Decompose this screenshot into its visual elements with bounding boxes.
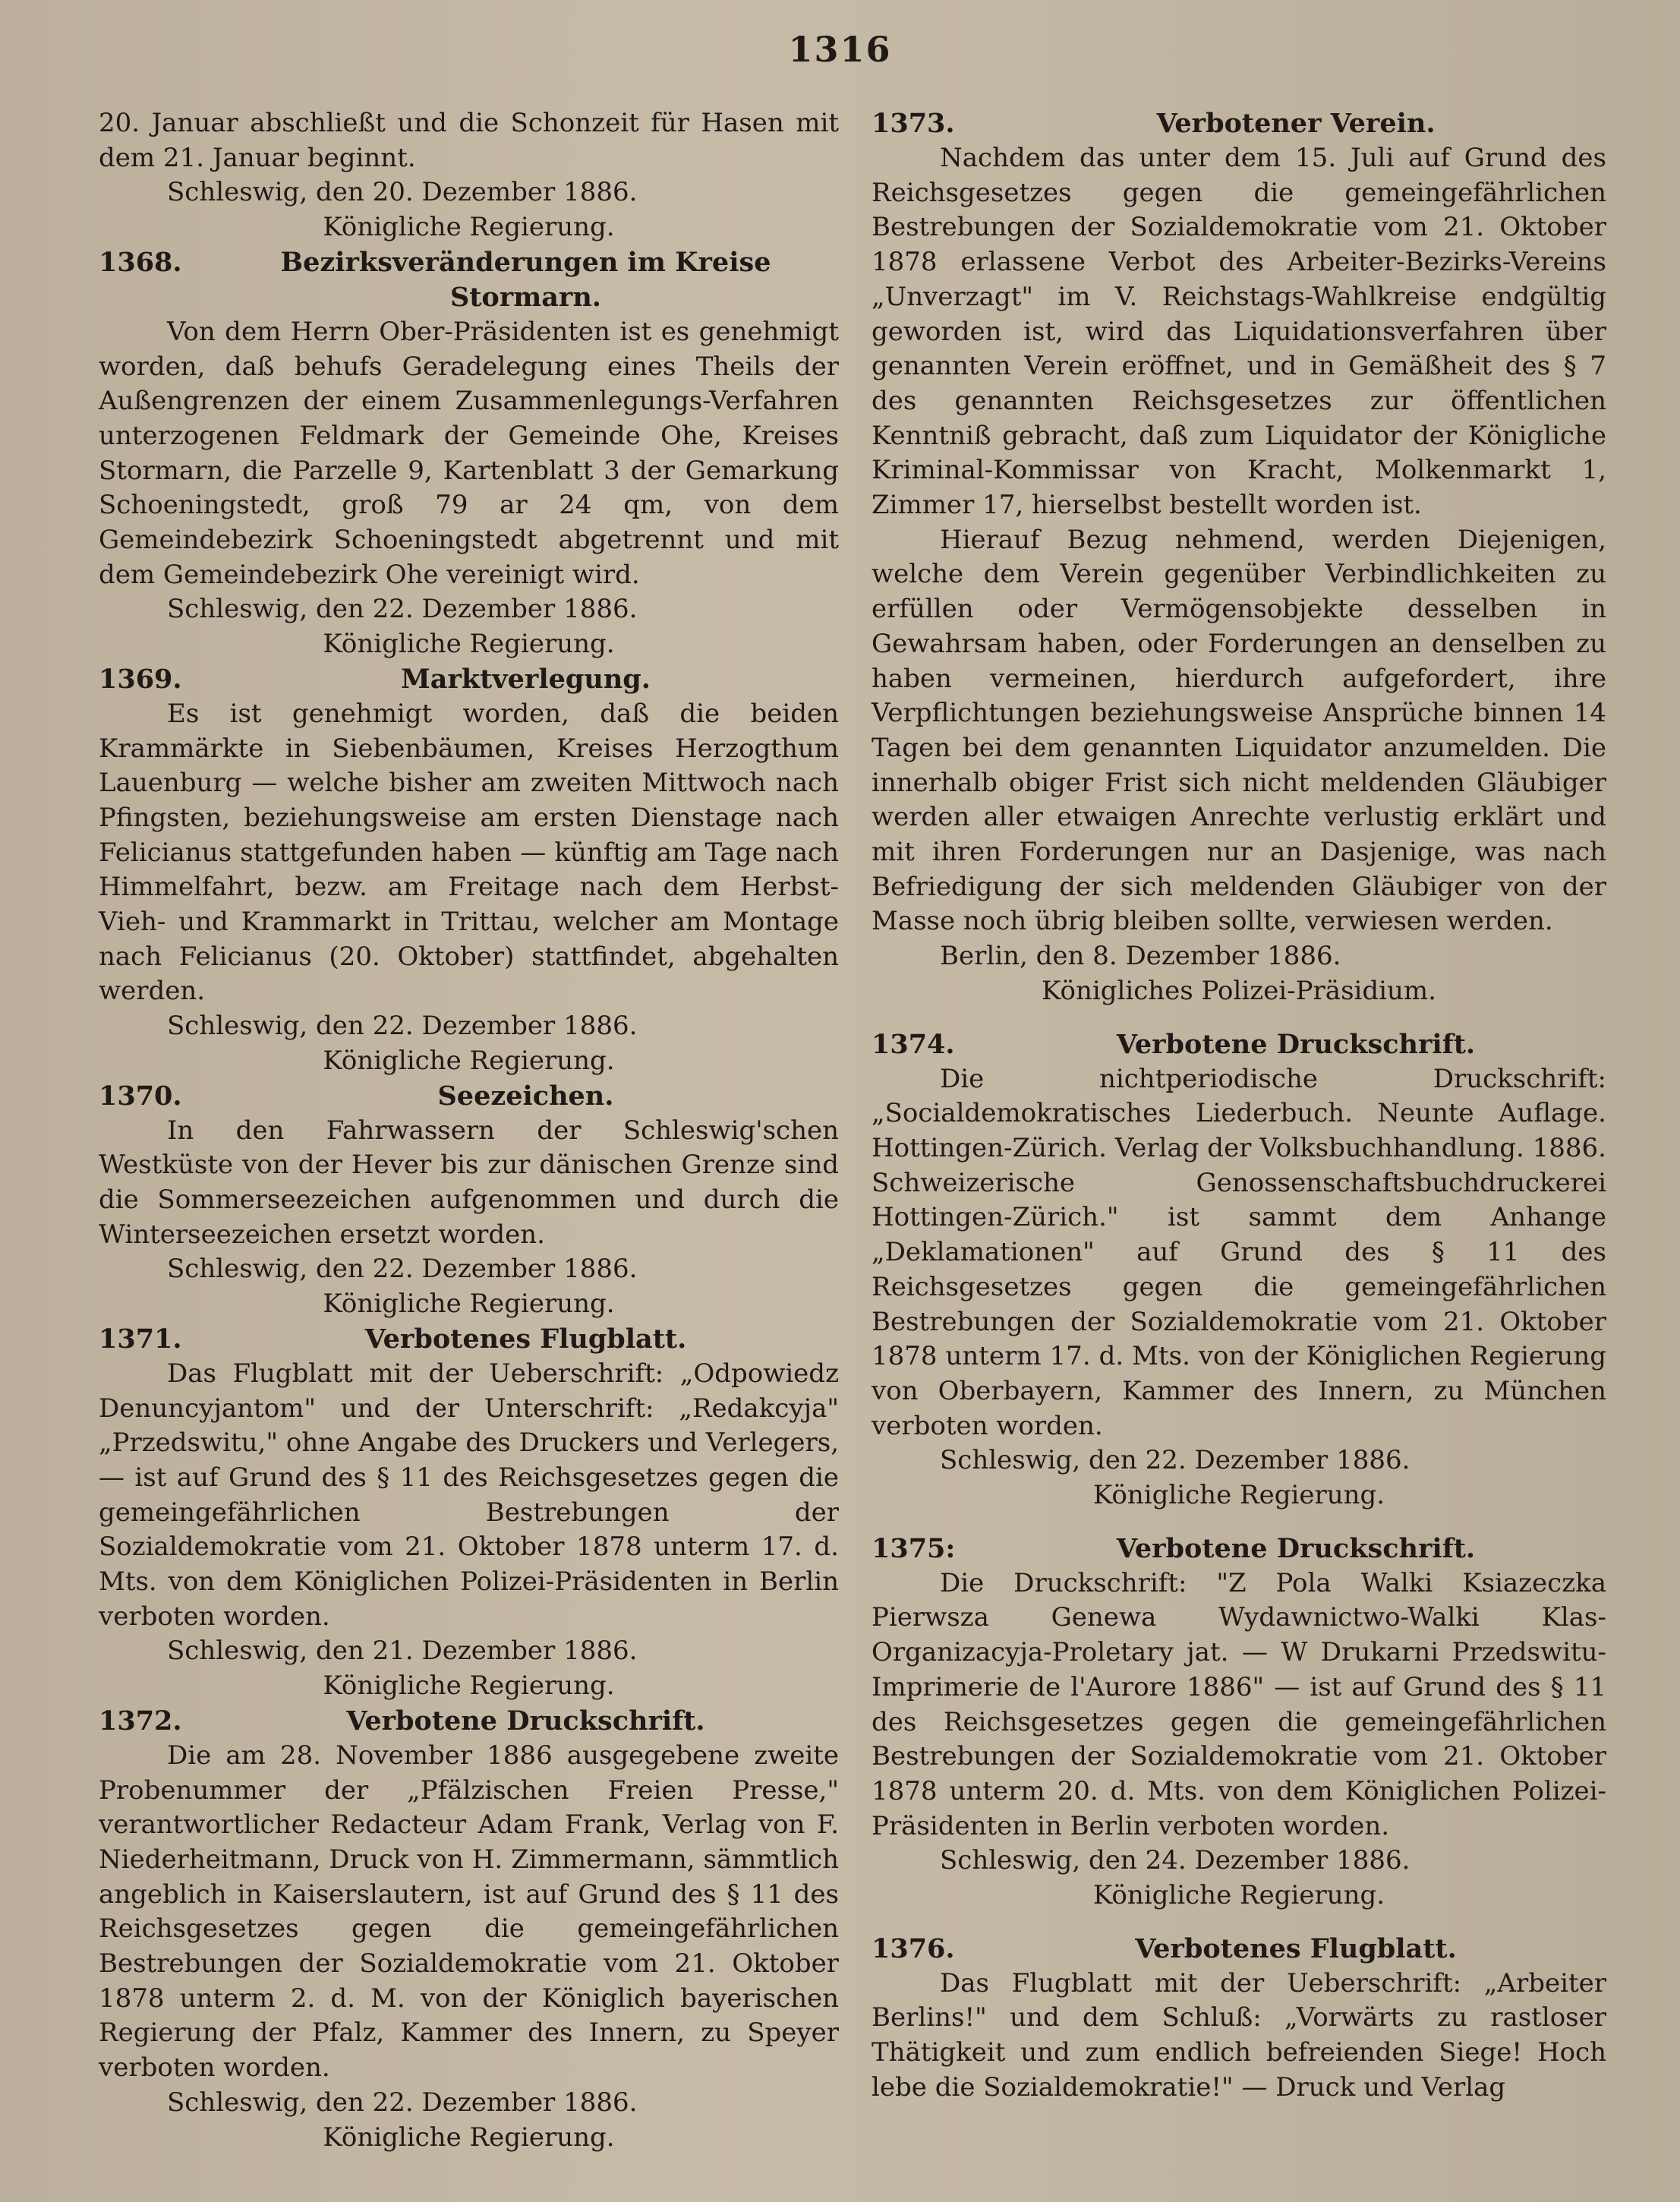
entry-title: Verbotene Druckschrift. (1116, 1028, 1476, 1060)
entry-1374 (872, 1027, 1606, 1513)
entry-authority: Königliche Regierung. (323, 1670, 615, 1702)
entry-place-date: Berlin, den 8. Dezember 1886. (940, 941, 1341, 972)
entry-heading (99, 1322, 839, 1357)
entry-heading (872, 1532, 1606, 1566)
entry-authority: Königliche Regierung. (1092, 1880, 1385, 1911)
entry-title: Verbotenes Flugblatt. (364, 1323, 687, 1355)
entry-1373 (872, 106, 1606, 1009)
entry-authority: Königliche Regierung. (323, 212, 615, 243)
entry-place-date: Schleswig, den 21. Dezember 1886. (167, 1636, 638, 1667)
entry-authority: Königliche Regierung. (323, 1289, 615, 1320)
entry-title: Verbotene Druckschrift. (1116, 1532, 1476, 1564)
spacer (872, 1009, 1606, 1027)
entry-heading (99, 245, 839, 315)
entry-heading (872, 1027, 1606, 1062)
entry-1368 (99, 245, 839, 662)
entry-number: 1375: (872, 1532, 956, 1564)
entry-place-date: Schleswig, den 22. Dezember 1886. (940, 1445, 1411, 1476)
entry-1372 (99, 1704, 839, 2155)
entry-text: Es ist genehmigt worden, daß die beiden Krammärkte in Siebenbäumen, Kreises Herzogthum Lauenburg — welche bisher am zweiten Mittwoch nach Pfingsten, beziehungsweise am ersten Dienstage nach Felicianus stattgefunden haben — künftig am Tage nach Himmelfahrt, bezw. am Freitage nach dem Herbst- Vieh- und Krammarkt in Trittau, welcher am Montage nach Felicianus (20. Oktober) stattfindet, abgehalten werden. (99, 698, 839, 1007)
entry-intro (99, 106, 839, 245)
entry-authority: Königliche Regierung. (323, 1045, 615, 1076)
entry-text: 20. Januar abschließt und die Schonzeit für Hasen mit dem 21. Januar beginnt. (99, 108, 839, 173)
entry-title: Marktverlegung. (401, 663, 651, 695)
entry-1371 (99, 1322, 839, 1704)
entry-number: 1373. (872, 108, 955, 139)
entry-heading (99, 1704, 839, 1739)
entry-text: Nachdem das unter dem 15. Juli auf Grund des Reichsgesetzes gegen die gemeingefährlichen Bestrebungen der Sozialdemokratie vom 21. Oktober 1878 erlassene Verbot des Arbeiter-Bezirks-Vereins „Unverzagt" im V. Reichstags-Wahlkreise endgültig geworden ist, wird das Liquidationsverfahren über genannten Verein eröffnet, und in Gemäßheit des § 7 des genannten Reichsgesetzes zur öffentlichen Kenntniß gebracht, daß zum Liquidator der Königliche Kriminal-Kommissar von Kracht, Molkenmarkt 1, Zimmer 17, hierselbst bestellt worden ist. (872, 143, 1606, 521)
page-number: 1316 (788, 29, 892, 70)
entry-title: Bezirksveränderungen im Kreise Stormarn. (280, 246, 771, 313)
entry-title: Seezeichen. (437, 1080, 614, 1112)
right-column (872, 106, 1606, 2106)
entry-title: Verbotene Druckschrift. (346, 1705, 705, 1737)
spacer (872, 1913, 1606, 1932)
entry-place-date: Schleswig, den 22. Dezember 1886. (167, 2087, 638, 2118)
entry-title: Verbotener Verein. (1156, 108, 1436, 139)
entry-number: 1368. (99, 246, 182, 278)
entry-text: Von dem Herrn Ober-Präsidenten ist es genehmigt worden, daß behufs Geradelegung eines Theils der Außengrenzen der einem Zusammenlegungs-Verfahren unterzogenen Feldmark der Gemeinde Ohe, Kreises Stormarn, die Parzelle 9, Kartenblatt 3 der Gemarkung Schoeningstedt, groß 79 ar 24 qm, von dem Gemeindebezirk Schoeningstedt abgetrennt und mit dem Gemeindebezirk Ohe vereinigt wird. (99, 316, 839, 590)
entry-number: 1369. (99, 663, 182, 695)
entry-1376 (872, 1932, 1606, 2106)
left-column (99, 106, 839, 2155)
entry-authority: Königliche Regierung. (323, 2122, 615, 2153)
entry-heading (872, 106, 1606, 141)
entry-text: Die nichtperiodische Druckschrift: „Socialdemokratisches Liederbuch. Neunte Auflage. Hottingen-Zürich. Verlag der Volksbuchhandlung. 1886. Schweizerische Genossenschaftsbuchdruckerei Hottingen-Zürich." ist sammt dem Anhange „Deklamationen" auf Grund des § 11 des Reichsgesetzes gegen die gemeingefährlichen Bestrebungen der Sozialdemokratie vom 21. Oktober 1878 unterm 17. d. Mts. von der Königlichen Regierung von Oberbayern, Kammer des Innern, zu München verboten worden. (872, 1063, 1606, 1441)
entry-authority: Königliche Regierung. (1092, 1480, 1385, 1511)
entry-authority: Königliche Regierung. (323, 629, 615, 660)
entry-number: 1376. (872, 1932, 955, 1964)
entry-heading (872, 1932, 1606, 1967)
entry-text: Das Flugblatt mit der Ueberschrift: „Odpowiedz Denuncyjantom" und der Unterschrift: „Redakcyja" „Przedswitu," ohne Angabe des Druckers und Verlegers, — ist auf Grund des § 11 des Reichsgesetzes gegen die gemeingefährlichen Bestrebungen der Sozialdemokratie vom 21. Oktober 1878 unterm 17. d. Mts. von dem Königlichen Polizei-Präsidenten in Berlin verboten worden. (99, 1358, 839, 1632)
entry-place-date: Schleswig, den 22. Dezember 1886. (167, 1254, 638, 1285)
entry-text: Die am 28. November 1886 ausgegebene zweite Probenummer der „Pfälzischen Freien Presse," verantwortlicher Redacteur Adam Frank, Verlag von F. Niederheitmann, Druck von H. Zimmermann, sämmtlich angeblich in Kaiserslautern, ist auf Grund des § 11 des Reichsgesetzes gegen die gemeingefährlichen Bestrebungen der Sozialdemokratie vom 21. Oktober 1878 unterm 2. d. M. von der Königlich bayerischen Regierung der Pfalz, Kammer des Innern, zu Speyer verboten worden. (99, 1740, 839, 2084)
entry-text: Die Druckschrift: "Z Pola Walki Ksiazeczka Pierwsza Genewa Wydawnictwo-Walki Klas-Organizacyja-Proletary jat. — W Drukarni Przedswitu-Imprimerie de l'Aurore 1886" — ist auf Grund des § 11 des Reichsgesetzes gegen die gemeingefährlichen Bestrebungen der Sozialdemokratie vom 21. Oktober 1878 unterm 20. d. Mts. von dem Königlichen Polizei-Präsidenten in Berlin verboten worden. (872, 1567, 1606, 1841)
entry-text-continued: Hierauf Bezug nehmend, werden Diejenigen, welche dem Verein gegenüber Verbindlichkeiten zu erfüllen oder Vermögensobjekte desselben in Gewahrsam haben, oder Forderungen an denselben zu haben vermeinen, hierdurch aufgefordert, ihre Verpflichtungen beziehungsweise Ansprüche binnen 14 Tagen bei dem genannten Liquidator anzumelden. Die innerhalb obiger Frist sich nicht meldenden Gläubiger werden aller etwaigen Anrechte verlustig erklärt und mit ihren Forderungen nur an Dasjenige, was nach Befriedigung der sich meldenden Gläubiger von der Masse noch übrig bleiben sollte, verwiesen werden. (872, 524, 1606, 937)
entry-place-date: Schleswig, den 24. Dezember 1886. (940, 1845, 1411, 1876)
entry-place-date: Schleswig, den 22. Dezember 1886. (167, 594, 638, 625)
entry-heading (99, 1079, 839, 1114)
entry-place-date: Schleswig, den 22. Dezember 1886. (167, 1011, 638, 1042)
entry-text: In den Fahrwassern der Schleswig'schen Westküste von der Hever bis zur dänischen Grenze sind die Sommerseezeichen aufgenommen und durch die Winterseezeichen ersetzt worden. (99, 1115, 839, 1250)
entry-1369 (99, 662, 839, 1079)
entry-text: Das Flugblatt mit der Ueberschrift: „Arbeiter Berlins!" und dem Schluß: „Vorwärts zu rastloser Thätigkeit und zum endlich befreienden Siege! Hoch lebe die Sozialdemokratie!" — Druck und Verlag (872, 1967, 1606, 2103)
entry-number: 1370. (99, 1080, 182, 1112)
entry-1375 (872, 1532, 1606, 1913)
entry-1370 (99, 1079, 839, 1322)
entry-number: 1371. (99, 1323, 182, 1355)
entry-number: 1374. (872, 1028, 955, 1060)
entry-authority: Königliches Polizei-Präsidium. (1042, 975, 1436, 1006)
entry-title: Verbotenes Flugblatt. (1135, 1932, 1457, 1964)
entry-number: 1372. (99, 1705, 182, 1737)
entry-place-date: Schleswig, den 20. Dezember 1886. (167, 177, 638, 208)
spacer (872, 1513, 1606, 1532)
entry-heading (99, 662, 839, 697)
